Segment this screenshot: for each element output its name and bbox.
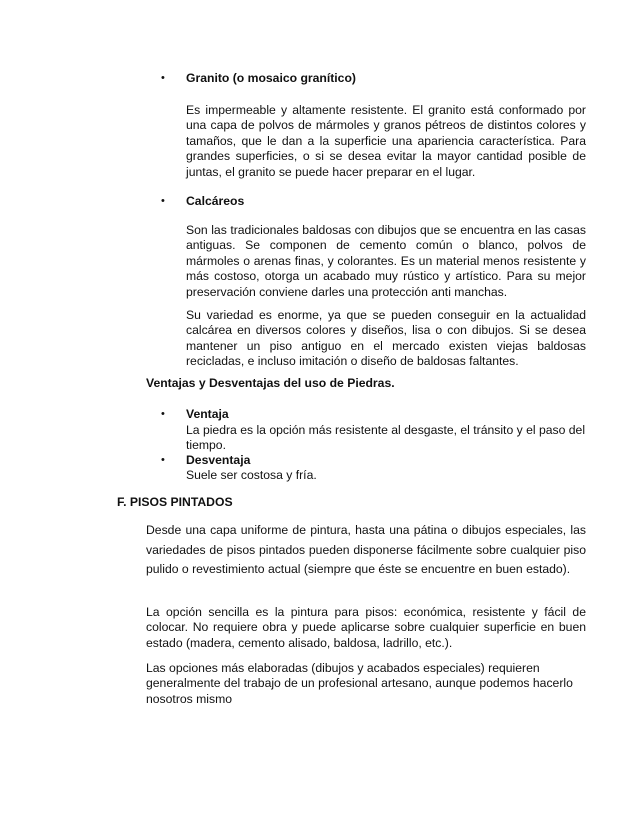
calcareos-body-2: Su variedad es enorme, ya que se pueden conseguir en la actualidad calcárea en diversos colores y diseños, lisa o con dibujos. Si se desea mantener un piso antiguo en el mercado existen viejas baldosas recicladas, e incluso imitación o diseño de baldosas faltantes. (186, 308, 586, 369)
desventaja-body: Suele ser costosa y fría. (186, 468, 317, 482)
bullet-icon: • (161, 72, 165, 84)
bullet-icon: • (161, 408, 165, 420)
granito-title: Granito (o mosaico granítico) (186, 71, 356, 85)
pisos-pintados-paragraph-1: Desde una capa uniforme de pintura, hasta una pátina o dibujos especiales, las variedades de pisos pintados pueden disponerse fácilmente sobre cualquier piso pulido o revestimiento actual (siempre que éste se encuentre en buen estado). (146, 523, 586, 576)
pisos-pintados-paragraph-3: Las opciones más elaboradas (dibujos y acabados especiales) requieren generalmente del trabajo de un profesional artesano, aunque podemos hacerlo nosotros mismo (146, 661, 573, 706)
bullet-icon: • (161, 195, 165, 207)
section-heading-pisos-pintados: F. PISOS PINTADOS (117, 495, 233, 509)
ventajas-heading: Ventajas y Desventajas del uso de Piedras. (146, 376, 395, 390)
calcareos-body-1: Son las tradicionales baldosas con dibujos que se encuentra en las casas antiguas. Se componen de cemento común o blanco, polvos de mármoles o arenas finas, y colorantes. Es un material menos resistente y más costoso, otorga un acabado muy rústico y artístico. Para su mejor preservación conviene darles una protección anti manchas. (186, 223, 586, 299)
pisos-pintados-paragraph-2: La opción sencilla es la pintura para pisos: económica, resistente y fácil de colocar. No requiere obra y puede aplicarse sobre cualquier superficie en buen estado (madera, cemento alisado, baldosa, ladrillo, etc.). (146, 605, 586, 650)
ventaja-title: Ventaja (186, 407, 229, 421)
granito-body: Es impermeable y altamente resistente. El granito está conformado por una capa de polvos de mármoles y granos pétreos de distintos colores y tamaños, que le dan a la superficie una apariencia característica. Para grandes superficies, o si se desea evitar la mayor cantidad posible de juntas, el granito se puede hacer preparar en el lugar. (186, 103, 586, 179)
desventaja-title: Desventaja (186, 453, 251, 467)
bullet-icon: • (161, 454, 165, 466)
ventaja-body: La piedra es la opción más resistente al desgaste, el tránsito y el paso del tiempo. (186, 423, 586, 453)
calcareos-title: Calcáreos (186, 194, 245, 208)
